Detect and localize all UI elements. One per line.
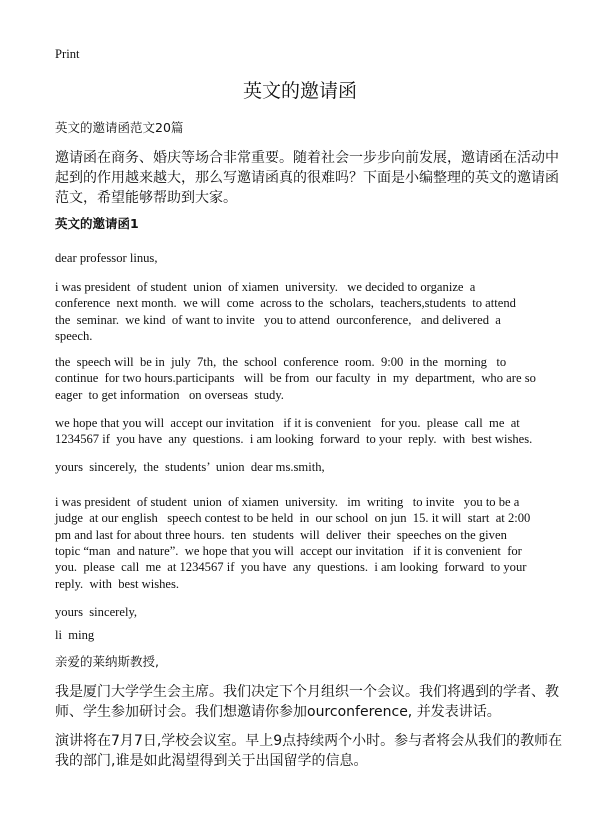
chinese-greeting: 亲爱的莱纳斯教授,	[55, 654, 159, 669]
paragraph-line: conference next month. we will come across to the scholars, teachers,students to attend	[55, 296, 516, 310]
paragraph-line: the speech will be in july 7th, the school conference room. 9:00 in the morning to	[55, 355, 507, 369]
paragraph-line: pm and last for about three hours. ten students will deliver their speeches on the given	[55, 528, 507, 542]
print-label[interactable]: Print	[55, 47, 80, 61]
subtitle: 英文的邀请函范文20篇	[55, 120, 184, 135]
paragraph-line: you. please call me at 1234567 if you have any questions. i am looking forward to your	[55, 560, 527, 574]
intro-paragraph-line: 范文，希望能够帮助到大家。	[55, 190, 237, 206]
paragraph-line: i was president of student union of xiamen university. we decided to organize a	[55, 280, 476, 294]
closing: yours sincerely, the students’ union dear ms.smith,	[55, 460, 325, 474]
chinese-paragraph-line: 师、学生参加研讨会。我们想邀请你参加ourconference, 并发表讲话。	[55, 704, 501, 720]
paragraph-line: 1234567 if you have any questions. i am looking forward to your reply. with best wishes.	[55, 432, 533, 446]
paragraph-line: i was president of student union of xiamen university. im writing to invite you to be a	[55, 495, 520, 509]
intro-paragraph-line: 起到的作用越来越大，那么写邀请函真的很难吗？下面是小编整理的英文的邀请函	[55, 170, 559, 186]
intro-paragraph-line: 邀请函在商务、婚庆等场合非常重要。随着社会一步步向前发展，邀请函在活动中	[55, 150, 559, 166]
greeting: dear professor linus,	[55, 251, 158, 265]
paragraph-line: continue for two hours.participants will be from our faculty in my department, who are so	[55, 371, 536, 385]
section-heading: 英文的邀请函1	[55, 216, 139, 231]
chinese-paragraph-line: 我是厦门大学学生会主席。我们决定下个月组织一个会议。我们将遇到的学者、教	[55, 684, 559, 700]
chinese-paragraph-line: 演讲将在7月7日,学校会议室。早上9点持续两个小时。参与者将会从我们的教师在	[55, 733, 563, 749]
paragraph-line: we hope that you will accept our invitation if it is convenient for you. please call me at	[55, 416, 520, 430]
signature: li ming	[55, 628, 95, 642]
paragraph-line: reply. with best wishes.	[55, 577, 180, 591]
document-title: 英文的邀请函	[242, 80, 357, 102]
chinese-paragraph-line: 我的部门,谁是如此渴望得到关于出国留学的信息。	[55, 753, 368, 769]
closing: yours sincerely,	[55, 605, 138, 619]
paragraph-line: eager to get information on overseas study.	[55, 388, 284, 402]
paragraph-line: the seminar. we kind of want to invite you to attend ourconference, and delivered a	[55, 313, 501, 327]
paragraph-line: topic “man and nature”. we hope that you will accept our invitation if it is convenient for	[55, 544, 522, 558]
paragraph-line: speech.	[55, 329, 93, 343]
paragraph-line: judge at our english speech contest to be held in our school on jun 15. it will start at 2:00	[55, 511, 531, 525]
